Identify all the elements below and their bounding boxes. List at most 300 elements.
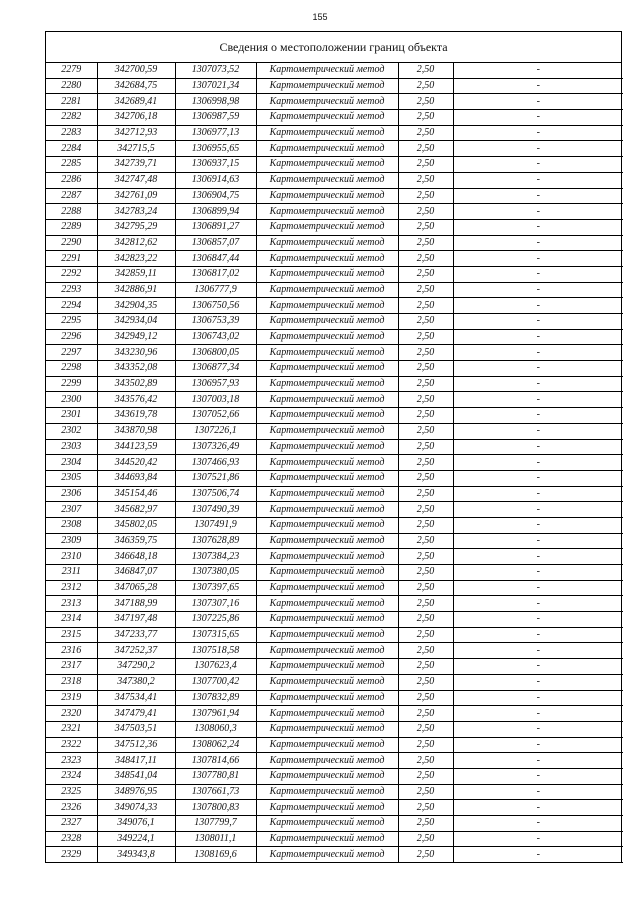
table-row — [46, 517, 623, 533]
x-coordinate-cell: 347479,41 — [97, 706, 175, 722]
y-coordinate-cell: 1307397,65 — [175, 580, 256, 596]
point-number-cell: 2315 — [46, 627, 97, 643]
x-coordinate-cell: 342886,91 — [97, 282, 175, 298]
description-cell: - — [453, 533, 623, 549]
accuracy-cell: 2,50 — [398, 392, 453, 408]
x-coordinate-cell: 349224,1 — [97, 831, 175, 847]
x-coordinate-cell: 345154,46 — [97, 486, 175, 502]
accuracy-cell: 2,50 — [398, 125, 453, 141]
table-row — [46, 141, 623, 157]
method-cell: Картометрический метод — [256, 659, 398, 675]
point-number-cell: 2291 — [46, 251, 97, 267]
x-coordinate-cell: 345802,05 — [97, 517, 175, 533]
accuracy-cell: 2,50 — [398, 172, 453, 188]
method-cell: Картометрический метод — [256, 706, 398, 722]
table-row — [46, 361, 623, 377]
method-cell: Картометрический метод — [256, 78, 398, 94]
method-cell: Картометрический метод — [256, 172, 398, 188]
point-number-cell: 2280 — [46, 78, 97, 94]
description-cell: - — [453, 298, 623, 314]
point-number-cell: 2298 — [46, 361, 97, 377]
y-coordinate-cell: 1307800,83 — [175, 800, 256, 816]
accuracy-cell: 2,50 — [398, 831, 453, 847]
point-number-cell: 2303 — [46, 439, 97, 455]
y-coordinate-cell: 1307700,42 — [175, 674, 256, 690]
x-coordinate-cell: 348976,95 — [97, 784, 175, 800]
description-cell: - — [453, 78, 623, 94]
method-cell: Картометрический метод — [256, 486, 398, 502]
y-coordinate-cell: 1308060,3 — [175, 721, 256, 737]
table-row — [46, 266, 623, 282]
accuracy-cell: 2,50 — [398, 674, 453, 690]
table-row — [46, 392, 623, 408]
point-number-cell: 2327 — [46, 816, 97, 832]
description-cell: - — [453, 800, 623, 816]
y-coordinate-cell: 1306937,15 — [175, 157, 256, 173]
table-row — [46, 565, 623, 581]
boundary-table-container — [45, 31, 622, 863]
y-coordinate-cell: 1307799,7 — [175, 816, 256, 832]
accuracy-cell: 2,50 — [398, 204, 453, 220]
table-row — [46, 768, 623, 784]
description-cell: - — [453, 784, 623, 800]
accuracy-cell: 2,50 — [398, 141, 453, 157]
method-cell: Картометрический метод — [256, 314, 398, 330]
method-cell: Картометрический метод — [256, 455, 398, 471]
table-title: Сведения о местоположении границ объекта — [46, 32, 621, 63]
accuracy-cell: 2,50 — [398, 470, 453, 486]
x-coordinate-cell: 347197,48 — [97, 612, 175, 628]
y-coordinate-cell: 1306977,13 — [175, 125, 256, 141]
table-row — [46, 63, 623, 78]
description-cell: - — [453, 768, 623, 784]
description-cell: - — [453, 408, 623, 424]
point-number-cell: 2293 — [46, 282, 97, 298]
description-cell: - — [453, 63, 623, 78]
method-cell: Картометрический метод — [256, 345, 398, 361]
y-coordinate-cell: 1307490,39 — [175, 502, 256, 518]
y-coordinate-cell: 1306777,9 — [175, 282, 256, 298]
x-coordinate-cell: 343352,08 — [97, 361, 175, 377]
x-coordinate-cell: 347233,77 — [97, 627, 175, 643]
table-row — [46, 549, 623, 565]
description-cell: - — [453, 502, 623, 518]
x-coordinate-cell: 348417,11 — [97, 753, 175, 769]
point-number-cell: 2279 — [46, 63, 97, 78]
accuracy-cell: 2,50 — [398, 78, 453, 94]
x-coordinate-cell: 342783,24 — [97, 204, 175, 220]
y-coordinate-cell: 1306904,75 — [175, 188, 256, 204]
point-number-cell: 2302 — [46, 423, 97, 439]
x-coordinate-cell: 347512,36 — [97, 737, 175, 753]
table-row — [46, 172, 623, 188]
description-cell: - — [453, 282, 623, 298]
point-number-cell: 2286 — [46, 172, 97, 188]
method-cell: Картометрический метод — [256, 439, 398, 455]
method-cell: Картометрический метод — [256, 737, 398, 753]
method-cell: Картометрический метод — [256, 251, 398, 267]
description-cell: - — [453, 753, 623, 769]
description-cell: - — [453, 627, 623, 643]
table-row — [46, 816, 623, 832]
x-coordinate-cell: 342934,04 — [97, 314, 175, 330]
y-coordinate-cell: 1307623,4 — [175, 659, 256, 675]
accuracy-cell: 2,50 — [398, 517, 453, 533]
point-number-cell: 2290 — [46, 235, 97, 251]
x-coordinate-cell: 344123,59 — [97, 439, 175, 455]
x-coordinate-cell: 342700,59 — [97, 63, 175, 78]
table-row — [46, 690, 623, 706]
x-coordinate-cell: 347252,37 — [97, 643, 175, 659]
description-cell: - — [453, 345, 623, 361]
y-coordinate-cell: 1306800,05 — [175, 345, 256, 361]
point-number-cell: 2314 — [46, 612, 97, 628]
table-row — [46, 674, 623, 690]
y-coordinate-cell: 1306753,39 — [175, 314, 256, 330]
accuracy-cell: 2,50 — [398, 768, 453, 784]
accuracy-cell: 2,50 — [398, 408, 453, 424]
y-coordinate-cell: 1307521,86 — [175, 470, 256, 486]
description-cell: - — [453, 565, 623, 581]
table-row — [46, 298, 623, 314]
point-number-cell: 2304 — [46, 455, 97, 471]
x-coordinate-cell: 343230,96 — [97, 345, 175, 361]
description-cell: - — [453, 219, 623, 235]
x-coordinate-cell: 342715,5 — [97, 141, 175, 157]
method-cell: Картометрический метод — [256, 800, 398, 816]
description-cell: - — [453, 831, 623, 847]
table-row — [46, 110, 623, 126]
description-cell: - — [453, 94, 623, 110]
y-coordinate-cell: 1307832,89 — [175, 690, 256, 706]
x-coordinate-cell: 342949,12 — [97, 329, 175, 345]
table-row — [46, 831, 623, 847]
point-number-cell: 2326 — [46, 800, 97, 816]
point-number-cell: 2323 — [46, 753, 97, 769]
table-row — [46, 157, 623, 173]
x-coordinate-cell: 349076,1 — [97, 816, 175, 832]
description-cell: - — [453, 125, 623, 141]
method-cell: Картометрический метод — [256, 596, 398, 612]
point-number-cell: 2320 — [46, 706, 97, 722]
method-cell: Картометрический метод — [256, 847, 398, 863]
y-coordinate-cell: 1307073,52 — [175, 63, 256, 78]
y-coordinate-cell: 1306743,02 — [175, 329, 256, 345]
table-row — [46, 125, 623, 141]
description-cell: - — [453, 235, 623, 251]
description-cell: - — [453, 455, 623, 471]
accuracy-cell: 2,50 — [398, 533, 453, 549]
x-coordinate-cell: 342706,18 — [97, 110, 175, 126]
y-coordinate-cell: 1306750,56 — [175, 298, 256, 314]
y-coordinate-cell: 1307380,05 — [175, 565, 256, 581]
table-row — [46, 235, 623, 251]
method-cell: Картометрический метод — [256, 517, 398, 533]
description-cell: - — [453, 392, 623, 408]
point-number-cell: 2329 — [46, 847, 97, 863]
table-row — [46, 753, 623, 769]
point-number-cell: 2325 — [46, 784, 97, 800]
description-cell: - — [453, 596, 623, 612]
y-coordinate-cell: 1307003,18 — [175, 392, 256, 408]
table-row — [46, 314, 623, 330]
table-row — [46, 706, 623, 722]
table-row — [46, 455, 623, 471]
table-row — [46, 612, 623, 628]
x-coordinate-cell: 346847,07 — [97, 565, 175, 581]
method-cell: Картометрический метод — [256, 188, 398, 204]
method-cell: Картометрический метод — [256, 831, 398, 847]
description-cell: - — [453, 188, 623, 204]
table-row — [46, 784, 623, 800]
accuracy-cell: 2,50 — [398, 659, 453, 675]
table-row — [46, 721, 623, 737]
y-coordinate-cell: 1306914,63 — [175, 172, 256, 188]
point-number-cell: 2322 — [46, 737, 97, 753]
method-cell: Картометрический метод — [256, 235, 398, 251]
y-coordinate-cell: 1307315,65 — [175, 627, 256, 643]
point-number-cell: 2307 — [46, 502, 97, 518]
y-coordinate-cell: 1306957,93 — [175, 376, 256, 392]
method-cell: Картометрический метод — [256, 329, 398, 345]
description-cell: - — [453, 157, 623, 173]
x-coordinate-cell: 349074,33 — [97, 800, 175, 816]
x-coordinate-cell: 347188,99 — [97, 596, 175, 612]
y-coordinate-cell: 1306817,02 — [175, 266, 256, 282]
y-coordinate-cell: 1307628,89 — [175, 533, 256, 549]
x-coordinate-cell: 343576,42 — [97, 392, 175, 408]
x-coordinate-cell: 342859,11 — [97, 266, 175, 282]
point-number-cell: 2285 — [46, 157, 97, 173]
accuracy-cell: 2,50 — [398, 643, 453, 659]
y-coordinate-cell: 1308011,1 — [175, 831, 256, 847]
y-coordinate-cell: 1307225,86 — [175, 612, 256, 628]
point-number-cell: 2318 — [46, 674, 97, 690]
x-coordinate-cell: 344520,42 — [97, 455, 175, 471]
table-row — [46, 486, 623, 502]
description-cell: - — [453, 110, 623, 126]
method-cell: Картометрический метод — [256, 423, 398, 439]
x-coordinate-cell: 342795,29 — [97, 219, 175, 235]
point-number-cell: 2311 — [46, 565, 97, 581]
table-row — [46, 376, 623, 392]
table-row — [46, 737, 623, 753]
description-cell: - — [453, 643, 623, 659]
description-cell: - — [453, 486, 623, 502]
y-coordinate-cell: 1307661,73 — [175, 784, 256, 800]
x-coordinate-cell: 343619,78 — [97, 408, 175, 424]
x-coordinate-cell: 348541,04 — [97, 768, 175, 784]
method-cell: Картометрический метод — [256, 470, 398, 486]
point-number-cell: 2299 — [46, 376, 97, 392]
description-cell: - — [453, 706, 623, 722]
method-cell: Картометрический метод — [256, 408, 398, 424]
description-cell: - — [453, 612, 623, 628]
y-coordinate-cell: 1306998,98 — [175, 94, 256, 110]
accuracy-cell: 2,50 — [398, 816, 453, 832]
method-cell: Картометрический метод — [256, 816, 398, 832]
x-coordinate-cell: 342904,35 — [97, 298, 175, 314]
x-coordinate-cell: 347065,28 — [97, 580, 175, 596]
x-coordinate-cell: 344693,84 — [97, 470, 175, 486]
table-row — [46, 596, 623, 612]
accuracy-cell: 2,50 — [398, 219, 453, 235]
x-coordinate-cell: 347534,41 — [97, 690, 175, 706]
method-cell: Картометрический метод — [256, 565, 398, 581]
method-cell: Картометрический метод — [256, 94, 398, 110]
description-cell: - — [453, 361, 623, 377]
description-cell: - — [453, 172, 623, 188]
method-cell: Картометрический метод — [256, 63, 398, 78]
table-row — [46, 345, 623, 361]
table-row — [46, 188, 623, 204]
accuracy-cell: 2,50 — [398, 282, 453, 298]
point-number-cell: 2313 — [46, 596, 97, 612]
accuracy-cell: 2,50 — [398, 580, 453, 596]
accuracy-cell: 2,50 — [398, 612, 453, 628]
accuracy-cell: 2,50 — [398, 455, 453, 471]
description-cell: - — [453, 204, 623, 220]
description-cell: - — [453, 439, 623, 455]
method-cell: Картометрический метод — [256, 157, 398, 173]
method-cell: Картометрический метод — [256, 674, 398, 690]
x-coordinate-cell: 342689,41 — [97, 94, 175, 110]
accuracy-cell: 2,50 — [398, 596, 453, 612]
method-cell: Картометрический метод — [256, 361, 398, 377]
description-cell: - — [453, 376, 623, 392]
point-number-cell: 2294 — [46, 298, 97, 314]
y-coordinate-cell: 1306899,94 — [175, 204, 256, 220]
y-coordinate-cell: 1307384,23 — [175, 549, 256, 565]
table-row — [46, 94, 623, 110]
x-coordinate-cell: 342712,93 — [97, 125, 175, 141]
method-cell: Картометрический метод — [256, 392, 398, 408]
y-coordinate-cell: 1306857,07 — [175, 235, 256, 251]
description-cell: - — [453, 816, 623, 832]
x-coordinate-cell: 342739,71 — [97, 157, 175, 173]
x-coordinate-cell: 345682,97 — [97, 502, 175, 518]
table-body — [46, 63, 623, 863]
description-cell: - — [453, 266, 623, 282]
point-number-cell: 2306 — [46, 486, 97, 502]
accuracy-cell: 2,50 — [398, 298, 453, 314]
y-coordinate-cell: 1306891,27 — [175, 219, 256, 235]
point-number-cell: 2319 — [46, 690, 97, 706]
method-cell: Картометрический метод — [256, 784, 398, 800]
accuracy-cell: 2,50 — [398, 737, 453, 753]
table-row — [46, 329, 623, 345]
point-number-cell: 2310 — [46, 549, 97, 565]
point-number-cell: 2281 — [46, 94, 97, 110]
page-number: 155 — [312, 12, 328, 22]
accuracy-cell: 2,50 — [398, 690, 453, 706]
point-number-cell: 2316 — [46, 643, 97, 659]
method-cell: Картометрический метод — [256, 549, 398, 565]
description-cell: - — [453, 470, 623, 486]
accuracy-cell: 2,50 — [398, 423, 453, 439]
point-number-cell: 2321 — [46, 721, 97, 737]
x-coordinate-cell: 346359,75 — [97, 533, 175, 549]
table-row — [46, 204, 623, 220]
method-cell: Картометрический метод — [256, 125, 398, 141]
table-row — [46, 643, 623, 659]
y-coordinate-cell: 1307021,34 — [175, 78, 256, 94]
accuracy-cell: 2,50 — [398, 94, 453, 110]
method-cell: Картометрический метод — [256, 502, 398, 518]
table-row — [46, 470, 623, 486]
description-cell: - — [453, 141, 623, 157]
table-row — [46, 439, 623, 455]
accuracy-cell: 2,50 — [398, 753, 453, 769]
description-cell: - — [453, 847, 623, 863]
table-row — [46, 659, 623, 675]
y-coordinate-cell: 1307466,93 — [175, 455, 256, 471]
table-row — [46, 627, 623, 643]
method-cell: Картометрический метод — [256, 690, 398, 706]
method-cell: Картометрический метод — [256, 376, 398, 392]
method-cell: Картометрический метод — [256, 204, 398, 220]
description-cell: - — [453, 423, 623, 439]
description-cell: - — [453, 659, 623, 675]
y-coordinate-cell: 1307814,66 — [175, 753, 256, 769]
x-coordinate-cell: 342812,62 — [97, 235, 175, 251]
x-coordinate-cell: 342747,48 — [97, 172, 175, 188]
point-number-cell: 2309 — [46, 533, 97, 549]
point-number-cell: 2288 — [46, 204, 97, 220]
table-row — [46, 533, 623, 549]
method-cell: Картометрический метод — [256, 141, 398, 157]
point-number-cell: 2312 — [46, 580, 97, 596]
accuracy-cell: 2,50 — [398, 549, 453, 565]
y-coordinate-cell: 1307780,81 — [175, 768, 256, 784]
y-coordinate-cell: 1307491,9 — [175, 517, 256, 533]
point-number-cell: 2282 — [46, 110, 97, 126]
point-number-cell: 2324 — [46, 768, 97, 784]
boundary-points-table — [46, 63, 623, 863]
method-cell: Картометрический метод — [256, 282, 398, 298]
accuracy-cell: 2,50 — [398, 63, 453, 78]
x-coordinate-cell: 343502,89 — [97, 376, 175, 392]
accuracy-cell: 2,50 — [398, 486, 453, 502]
accuracy-cell: 2,50 — [398, 329, 453, 345]
point-number-cell: 2289 — [46, 219, 97, 235]
method-cell: Картометрический метод — [256, 753, 398, 769]
accuracy-cell: 2,50 — [398, 188, 453, 204]
table-row — [46, 219, 623, 235]
method-cell: Картометрический метод — [256, 266, 398, 282]
description-cell: - — [453, 314, 623, 330]
description-cell: - — [453, 517, 623, 533]
table-row — [46, 423, 623, 439]
point-number-cell: 2283 — [46, 125, 97, 141]
accuracy-cell: 2,50 — [398, 439, 453, 455]
table-row — [46, 800, 623, 816]
y-coordinate-cell: 1307506,74 — [175, 486, 256, 502]
method-cell: Картометрический метод — [256, 219, 398, 235]
description-cell: - — [453, 674, 623, 690]
point-number-cell: 2317 — [46, 659, 97, 675]
y-coordinate-cell: 1307226,1 — [175, 423, 256, 439]
method-cell: Картометрический метод — [256, 110, 398, 126]
y-coordinate-cell: 1306877,34 — [175, 361, 256, 377]
method-cell: Картометрический метод — [256, 768, 398, 784]
description-cell: - — [453, 251, 623, 267]
table-row — [46, 580, 623, 596]
accuracy-cell: 2,50 — [398, 800, 453, 816]
method-cell: Картометрический метод — [256, 721, 398, 737]
point-number-cell: 2305 — [46, 470, 97, 486]
table-row — [46, 282, 623, 298]
